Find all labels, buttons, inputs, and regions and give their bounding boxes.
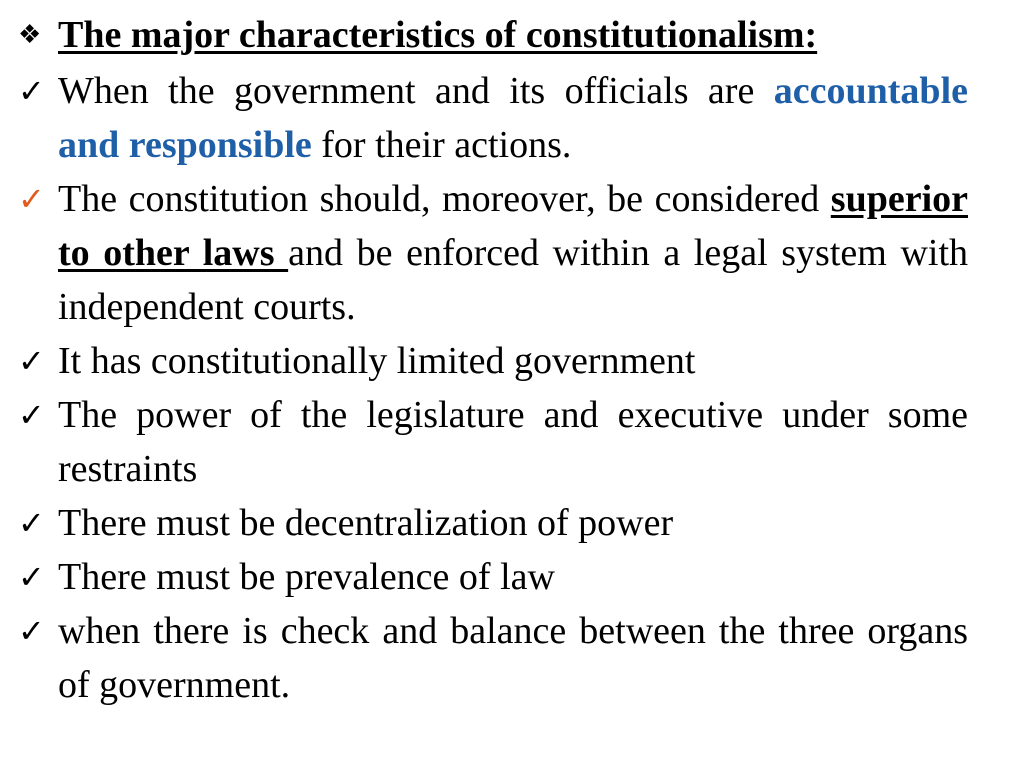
check-icon: ✓: [18, 180, 45, 218]
bullet-list: [18, 64, 968, 712]
item-text: It has constitutionally limited government: [58, 340, 696, 382]
check-icon: ✓: [18, 504, 45, 542]
heading-row: [18, 8, 968, 64]
list-item: [18, 496, 968, 550]
list-item: [18, 550, 968, 604]
list-item: [18, 604, 968, 712]
item-text: There must be prevalence of law: [58, 556, 555, 598]
item-emphasis: accountable and responsible: [58, 70, 968, 166]
page-title: The major characteristics of constitutionalism:: [58, 14, 818, 56]
check-icon: ✓: [18, 342, 45, 380]
list-item: [18, 64, 968, 172]
item-text-before: The constitution should, moreover, be considered: [58, 178, 820, 220]
check-icon: ✓: [18, 396, 45, 434]
item-text-after: and be enforced within a legal system with independent courts.: [58, 232, 968, 328]
item-text: The power of the legislature and executive under some restraints: [58, 394, 968, 490]
item-text: [58, 172, 968, 334]
item-text: [58, 64, 968, 172]
check-icon: ✓: [18, 72, 45, 110]
list-item: [18, 334, 968, 388]
list-item: [18, 172, 968, 334]
item-emphasis: superior to other laws: [58, 178, 968, 274]
four-diamond-icon: ❖: [18, 20, 42, 49]
check-icon: ✓: [18, 558, 45, 596]
item-text-after: for their actions.: [311, 124, 572, 166]
item-text: when there is check and balance between the three organs of government.: [58, 610, 968, 706]
item-text: There must be decentralization of power: [58, 502, 674, 544]
check-icon: ✓: [18, 612, 45, 650]
item-text-before: When the government and its officials are: [58, 70, 755, 112]
list-item: [18, 388, 968, 496]
